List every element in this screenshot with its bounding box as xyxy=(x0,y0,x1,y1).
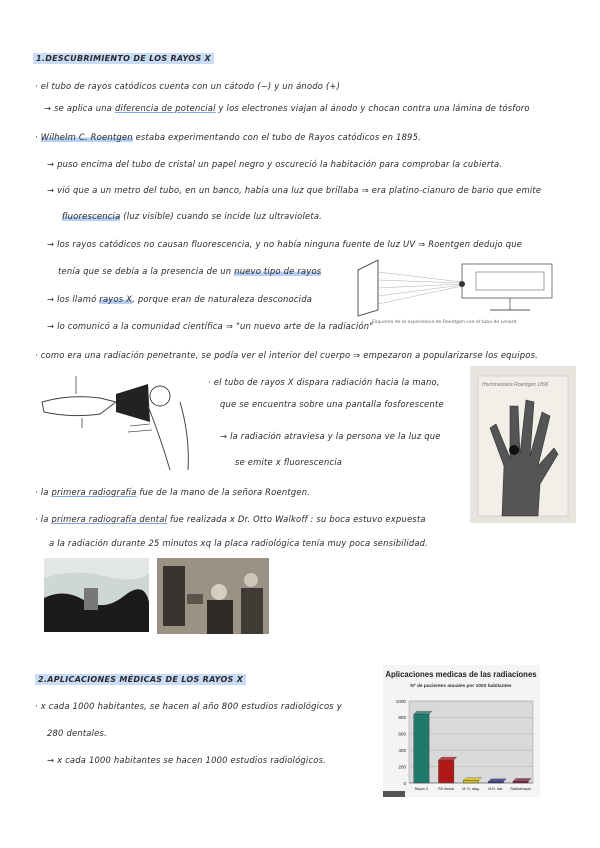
note-line: → vió que a un metro del tubo, en un banco, había una luz que brillaba ⇒ era platino-cianuro de bario que emite xyxy=(47,185,542,195)
chart-bar-top xyxy=(439,757,457,760)
note-line: → lo comunicó a la comunidad científica ⇒ "un nuevo arte de la radiación" xyxy=(47,321,374,331)
note-line: · Wilhelm C. Roentgen estaba experimentando con el tubo de Rayos catódicos en 1895. xyxy=(35,132,421,142)
note-line: → puso encima del tubo de cristal un papel negro y oscureció la habitación para comprobar la cubierta. xyxy=(47,159,503,169)
note-line: · la primera radiografía dental fue realizada x Dr. Otto Walkoff : su boca estuvo expuesta xyxy=(35,514,426,524)
vintage-xray-room-photo xyxy=(157,558,269,634)
chart-title: Aplicaciones medicas de las radiaciones xyxy=(385,670,537,679)
chart-bar xyxy=(414,714,429,783)
note-line: · la primera radiografía fue de la mano de la señora Roentgen. xyxy=(35,487,311,497)
note-line: → x cada 1000 habitantes se hacen 1000 estudios radiológicos. xyxy=(47,755,327,765)
note-line: → los llamó rayos X, porque eran de naturaleza desconocida xyxy=(47,294,313,304)
chart-bar-top xyxy=(414,711,432,714)
note-line: → se aplica una diferencia de potencial y los electrones viajan al ánodo y chocan contra una lámina de tósforo xyxy=(44,103,530,113)
note-line: · el tubo de rayos catódicos cuenta con un cátodo (−) y un ánodo (+) xyxy=(35,81,341,91)
fluoroscope-illustration xyxy=(30,366,202,474)
diagram-caption: Esquema de la experiencia de Roentgen con el tubo de Lenard. xyxy=(372,320,518,325)
note-line: fluorescencia (luz visible) cuando se incide luz ultravioleta. xyxy=(62,211,323,221)
dental-xray-photo xyxy=(44,558,149,632)
note-line: → la radiación atraviesa y la persona ve la luz que xyxy=(220,431,441,441)
chart-bar-top xyxy=(513,778,531,781)
xray-signature: Hochmeistere Roentgen 1896 xyxy=(482,382,549,388)
note-line: · el tubo de rayos X dispara radiación hacia la mano, xyxy=(208,377,440,387)
chart-ytick-label: 800 xyxy=(398,715,406,721)
chart-ytick-label: 0 xyxy=(403,780,406,786)
chart-category-label: Rayos X xyxy=(414,787,429,791)
hand-xray-photo xyxy=(470,366,576,523)
chart-bar-top xyxy=(488,779,506,782)
chart-ytick-label: 600 xyxy=(398,731,406,737)
chart-category-label: M. N. diag. xyxy=(462,787,480,791)
chart-ytick-label: 200 xyxy=(398,764,406,770)
note-line: · x cada 1000 habitantes, se hacen al año 800 estudios radiológicos y xyxy=(35,701,342,711)
chart-category-label: RX dental xyxy=(438,787,455,791)
radiation-applications-chart xyxy=(383,665,540,797)
chart-bar-top xyxy=(463,778,481,781)
note-line: que se encuentra sobre una pantalla fosforescente xyxy=(220,399,444,409)
chart-category-label: M.N. trat. xyxy=(488,787,504,791)
roentgen-experiment-diagram xyxy=(350,252,570,320)
chart-ytick-label: 1000 xyxy=(395,698,406,704)
chart-bar xyxy=(439,760,454,783)
chart-subtitle: Nº de pacientes anuales por 1000 habitantes xyxy=(410,684,512,689)
note-line: → los rayos catódicos no causan fluorescencia, y no había ninguna fuente de luz UV ⇒ Roentgen dedujo que xyxy=(47,239,523,249)
section1-title: 1.DESCUBRIMIENTO DE LOS RAYOS X xyxy=(33,53,214,64)
chart-bar xyxy=(463,781,478,783)
roentgen-name: Wilhelm C. Roentgen xyxy=(40,132,133,142)
section2-title: 2.APLICACIONES MÉDICAS DE LOS RAYOS X xyxy=(35,674,246,685)
note-line: 280 dentales. xyxy=(47,728,107,738)
note-line: a la radiación durante 25 minutos xq la placa radiológica tenía muy poca sensibilidad. xyxy=(49,538,429,548)
note-line: · como era una radiación penetrante, se podía ver el interior del cuerpo ⇒ empezaron a popularizarse los equipos. xyxy=(35,350,538,360)
note-line: tenía que se debía a la presencia de un nuevo tipo de rayos xyxy=(58,266,322,276)
chart-ytick-label: 400 xyxy=(398,748,406,753)
chart-category-label: Radioterapia xyxy=(510,787,531,791)
note-line: se emite x fluorescencia xyxy=(235,457,343,467)
